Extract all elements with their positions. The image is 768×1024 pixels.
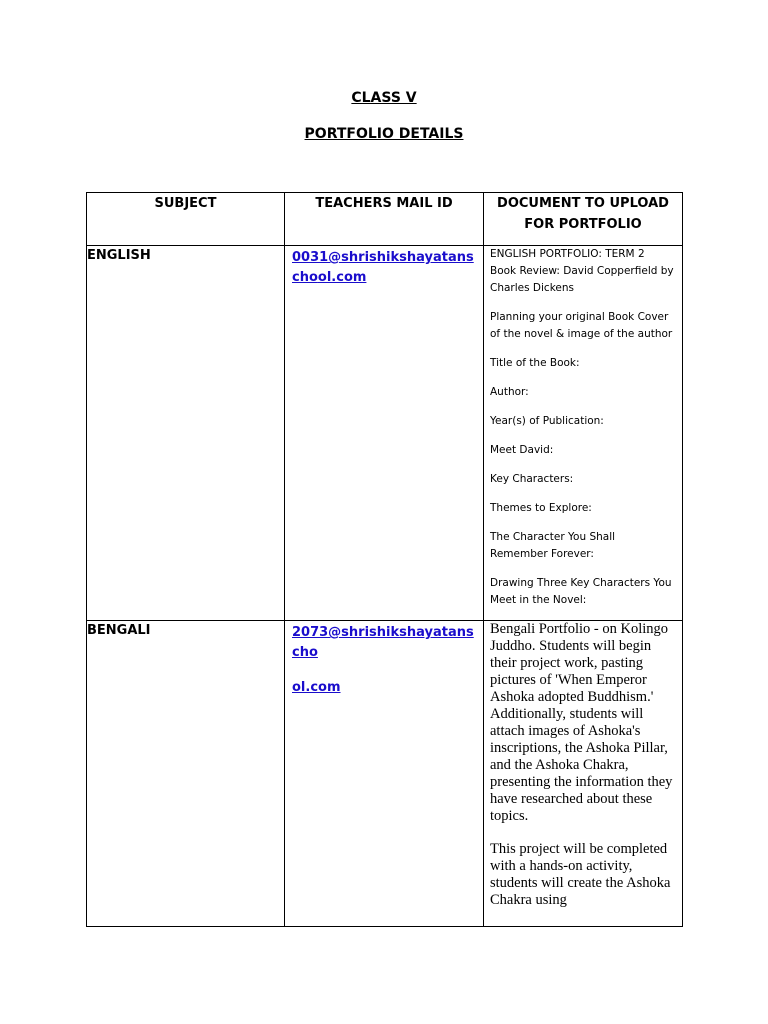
portfolio-table xyxy=(86,192,683,927)
doc-line: Drawing Three Key Characters You Meet in the Novel: xyxy=(490,577,672,606)
table-row-bengali xyxy=(87,621,683,927)
doc-line: Themes to Explore: xyxy=(490,502,592,514)
mail-cell xyxy=(285,621,484,927)
doc-line: Meet David: xyxy=(490,444,554,456)
doc-paragraph: Bengali Portfolio - on Kolingo Juddho. Students will begin their project work, pasting pictures of 'When Emperor Ashoka adopted Buddhism.' Additionally, students will attach images of Ashoka's inscriptions, the Ashoka Pillar, and the Ashoka Chakra, presenting the information they have researched about these topics. xyxy=(490,621,673,824)
teacher-email-link[interactable] xyxy=(285,621,483,698)
email-part-1: 2073@shrishikshayatanscho xyxy=(292,625,474,660)
header-subject: SUBJECT xyxy=(87,193,285,246)
header-document: DOCUMENT TO UPLOAD FOR PORTFOLIO xyxy=(484,193,683,246)
teacher-email-link[interactable] xyxy=(285,246,483,288)
email-part-1: 0031@shrishikshayatanscho xyxy=(292,250,474,285)
page-title: CLASS V xyxy=(351,90,417,106)
header-teachers-mail: TEACHERS MAIL ID xyxy=(285,193,484,246)
doc-line: Book Review: David Copperfield by Charles Dickens xyxy=(490,265,674,294)
document-cell xyxy=(484,246,683,621)
doc-line: The Character You Shall Remember Forever: xyxy=(490,531,616,560)
email-part-2: ol.com xyxy=(292,680,341,695)
table-row-english xyxy=(87,246,683,621)
doc-line: Author: xyxy=(490,386,529,398)
doc-line: Title of the Book: xyxy=(490,357,580,369)
subject-cell: ENGLISH xyxy=(87,246,285,621)
mail-cell xyxy=(285,246,484,621)
doc-line: Planning your original Book Cover of the novel & image of the author xyxy=(490,311,673,340)
doc-line: Key Characters: xyxy=(490,473,574,485)
bengali-document-details xyxy=(484,621,682,926)
document-cell xyxy=(484,621,683,927)
page-subtitle: PORTFOLIO DETAILS xyxy=(304,126,464,142)
email-part-2: ol.com xyxy=(317,270,367,285)
table-header-row xyxy=(87,193,683,246)
doc-line: ENGLISH PORTFOLIO: TERM 2 xyxy=(490,248,645,260)
doc-paragraph: This project will be completed with a hands-on activity, students will create the Ashoka Chakra using xyxy=(490,841,671,908)
english-document-details xyxy=(484,246,682,620)
doc-line: Year(s) of Publication: xyxy=(490,415,604,427)
subject-cell: BENGALI xyxy=(87,621,285,927)
